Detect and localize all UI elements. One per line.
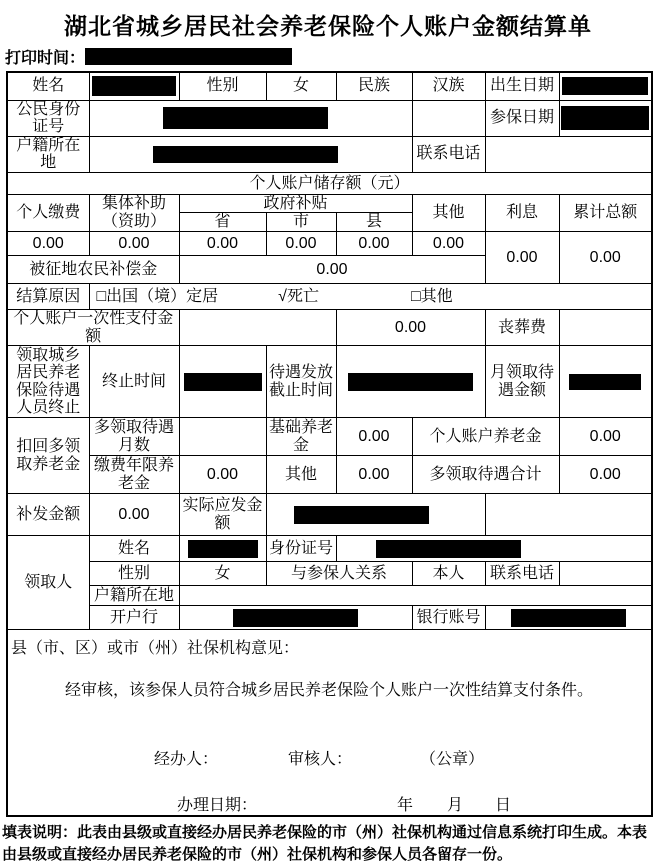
cell-empty [179,310,336,346]
process-date-label: 办理日期： [177,797,258,815]
name-value [89,72,179,100]
name-label: 姓名 [7,72,89,100]
payee-name-value [179,536,266,562]
redaction-bar-actual-payable [294,506,429,524]
enroll-date-label: 参保日期 [485,100,559,136]
redaction-bar-birth [562,77,648,95]
payee-id-value [336,536,652,562]
actual-payable-value [266,494,485,536]
cell-empty [485,494,652,536]
col-personal-pay: 个人缴费 [7,194,89,231]
print-time-label: 打印时间： [5,50,86,67]
enroll-date-value [559,100,652,136]
storage-section-title: 个人账户储存额（元） [7,172,652,194]
onetime-payment-label: 个人账户一次性支付金额 [7,310,179,346]
value-city: 0.00 [266,232,336,256]
payee-section-label: 领取人 [7,536,89,630]
relation-label: 与参保人关系 [266,562,412,586]
signature-row [154,751,650,769]
value-county: 0.00 [336,232,412,256]
land-compensation-value: 0.00 [179,256,485,284]
ethnic-label: 民族 [336,72,412,100]
base-pension-value: 0.00 [336,418,412,456]
redaction-bar-name [92,76,176,96]
payee-name-label: 姓名 [89,536,179,562]
settle-reason-options [89,284,652,310]
value-other: 0.00 [412,232,485,256]
redaction-bar-payee-id [376,540,521,558]
redaction-bar-monthly-benefit [569,374,641,390]
over-months-label: 多领取待遇月数 [89,418,179,456]
over-benefit-total-value: 0.00 [559,456,652,494]
bank-acct-value [485,606,652,630]
col-total: 累计总额 [559,194,652,231]
process-date-row [177,797,650,815]
handler-label: 经办人： [154,751,219,769]
option-other: □其他 [410,287,453,305]
option-abroad: □出国（境）定居 [96,287,219,305]
relation-value: 本人 [412,562,485,586]
option-death-checked: √死亡 [278,287,319,305]
col-city: 市 [266,213,336,232]
value-interest: 0.00 [485,232,559,284]
value-personal-pay: 0.00 [7,232,89,256]
ethnic-value: 汉族 [412,72,485,100]
redaction-bar-print-time [85,48,292,65]
col-county: 县 [336,213,412,232]
reissue-value: 0.00 [89,494,179,536]
funeral-fee-value [559,310,652,346]
payee-phone-value [559,562,652,586]
over-benefit-total-label: 多领取待遇合计 [412,456,559,494]
bank-label: 开户行 [89,606,179,630]
payee-id-label: 身份证号 [266,536,336,562]
phone-value [485,136,652,172]
print-time-line [5,45,656,68]
year-label: 年 [397,797,414,815]
gender-value: 女 [266,72,336,100]
birth-value [559,72,652,100]
page-title: 湖北省城乡居民社会养老保险个人账户金额结算单 [64,13,592,39]
payee-residence-value [179,586,652,606]
payee-phone-label: 联系电话 [485,562,559,586]
reviewer-label: 审核人： [288,751,353,769]
redaction-bar-enroll-date [561,106,649,130]
payee-residence-label: 户籍所在地 [89,586,179,606]
land-compensation-label: 被征地农民补偿金 [7,256,179,284]
reissue-label: 补发金额 [7,494,89,536]
agency-opinion-title: 县（市、区）或市（州）社保机构意见： [11,640,300,658]
col-collective-subsidy: 集体补助（资助） [89,194,179,231]
funeral-fee-label: 丧葬费 [485,310,559,346]
payee-gender-value: 女 [179,562,266,586]
terminate-section-label: 领取城乡居民养老保险待遇人员终止 [7,346,89,418]
agency-opinion-section [7,630,652,816]
onetime-payment-value: 0.00 [336,310,485,346]
settlement-form-table [6,71,653,817]
end-time-label: 终止时间 [89,346,179,418]
value-total: 0.00 [559,232,652,284]
redaction-bar-payee-name [188,540,258,558]
official-seal-label: （公章） [420,751,485,769]
col-interest: 利息 [485,194,559,231]
gender-label: 性别 [179,72,266,100]
redaction-bar-bank-acct [511,609,626,627]
recover-other-value: 0.00 [336,456,412,494]
col-province: 省 [179,213,266,232]
phone-label: 联系电话 [412,136,485,172]
bank-acct-label: 银行账号 [412,606,485,630]
id-number-value [89,100,412,136]
birth-label: 出生日期 [485,72,559,100]
payee-gender-label: 性别 [89,562,179,586]
month-label: 月 [447,797,464,815]
over-months-value [179,418,266,456]
value-collective-subsidy: 0.00 [89,232,179,256]
years-pension-value: 0.00 [179,456,266,494]
redaction-bar-residence [153,146,338,163]
recover-section-label: 扣回多领取养老金 [7,418,89,494]
form-footnote: 填表说明：此表由县级或直接经办居民养老保险的市（州）社保机构通过信息系统打印生成。本表由县级或直接经办居民养老保险的市（州）社保机构和参保人员各留存一份。 [2,823,648,863]
pay-until-label: 待遇发放截止时间 [266,346,336,418]
col-other: 其他 [412,194,485,231]
monthly-benefit-label: 月领取待遇金额 [485,346,559,418]
years-pension-label: 缴费年限养老金 [89,456,179,494]
recover-other-label: 其他 [266,456,336,494]
redaction-bar-pay-until [348,373,473,391]
redaction-bar-id-number [163,107,328,129]
personal-acct-pension-value: 0.00 [559,418,652,456]
value-province: 0.00 [179,232,266,256]
bank-value [179,606,412,630]
actual-payable-label: 实际应发金额 [179,494,266,536]
redaction-bar-bank [233,609,358,627]
cell-empty [412,100,485,136]
day-label: 日 [495,797,512,815]
pay-until-value [336,346,485,418]
residence-label: 户籍所在地 [7,136,89,172]
residence-value [89,136,412,172]
col-gov-subsidy: 政府补贴 [179,194,412,213]
settle-reason-label: 结算原因 [7,284,89,310]
id-number-label: 公民身份证号 [7,100,89,136]
agency-opinion-body: 经审核，该参保人员符合城乡居民养老保险个人账户一次性结算支付条件。 [65,681,594,699]
personal-acct-pension-label: 个人账户养老金 [412,418,559,456]
redaction-bar-end-time [184,373,262,391]
end-time-value [179,346,266,418]
base-pension-label: 基础养老金 [266,418,336,456]
monthly-benefit-value [559,346,652,418]
